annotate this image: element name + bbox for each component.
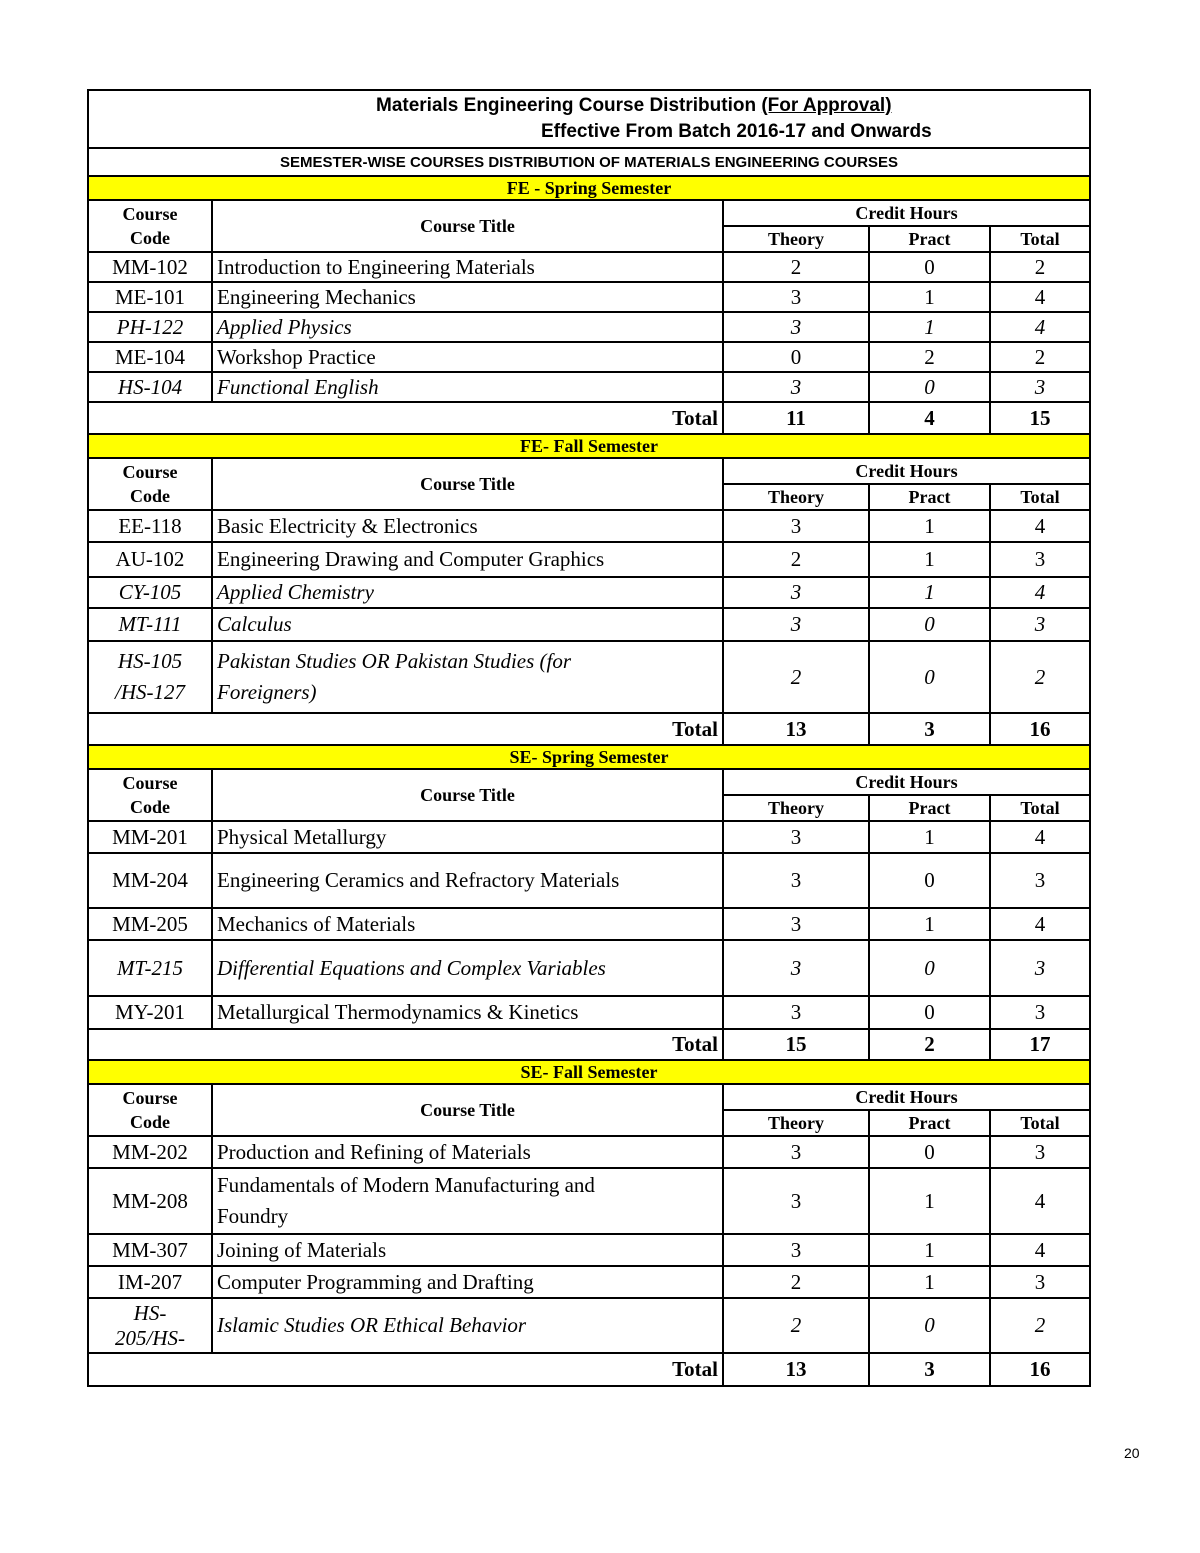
- total-label: Total: [88, 402, 723, 434]
- course-title: Differential Equations and Complex Variables: [212, 940, 723, 996]
- pract-hours: 0: [869, 1298, 990, 1353]
- course-title: Engineering Mechanics: [212, 282, 723, 312]
- table-row: [88, 1136, 1090, 1168]
- course-code-header: [88, 200, 212, 252]
- course-title: Physical Metallurgy: [212, 821, 723, 853]
- table-row: [88, 577, 1090, 608]
- table-row: [88, 282, 1090, 312]
- course-title: Mechanics of Materials: [212, 908, 723, 940]
- table-row: [88, 641, 1090, 713]
- table-row: [88, 1298, 1090, 1353]
- code-line: HS-105: [117, 649, 183, 673]
- total-hours: 2: [990, 252, 1090, 282]
- course-title-header: Course Title: [212, 769, 723, 821]
- theory-hours: 0: [723, 342, 869, 372]
- pract-hours: 1: [869, 1234, 990, 1266]
- course-code: ME-104: [88, 342, 212, 372]
- total-header: Total: [990, 795, 1090, 821]
- theory-header: Theory: [723, 484, 869, 510]
- total-hours: 3: [990, 372, 1090, 402]
- course-title-header: Course Title: [212, 200, 723, 252]
- course-code: EE-118: [88, 510, 212, 542]
- total-hours: 3: [990, 608, 1090, 641]
- course-code: MM-204: [88, 853, 212, 908]
- credit-hours-header: Credit Hours: [723, 458, 1090, 484]
- course-code: MM-202: [88, 1136, 212, 1168]
- course-code: AU-102: [88, 542, 212, 577]
- table-row: [88, 608, 1090, 641]
- pract-hours: 1: [869, 577, 990, 608]
- pract-hours: 0: [869, 641, 990, 713]
- pract-hours: 0: [869, 1136, 990, 1168]
- table-row: [88, 1234, 1090, 1266]
- total-hours: 3: [990, 940, 1090, 996]
- pract-hours: 1: [869, 821, 990, 853]
- theory-hours: 3: [723, 608, 869, 641]
- theory-total: 11: [723, 402, 869, 434]
- course-code-header: [88, 458, 212, 510]
- theory-hours: 3: [723, 510, 869, 542]
- total-hours: 4: [990, 908, 1090, 940]
- theory-hours: 3: [723, 312, 869, 342]
- credit-total: 17: [990, 1029, 1090, 1060]
- course-code: PH-122: [88, 312, 212, 342]
- course-title: Metallurgical Thermodynamics & Kinetics: [212, 996, 723, 1029]
- course-title: Computer Programming and Drafting: [212, 1266, 723, 1298]
- code-line: 205/HS-: [115, 1325, 185, 1350]
- code-line: /HS-127: [115, 680, 185, 704]
- header-line: Code: [130, 797, 170, 817]
- approval-note: (For Approval): [761, 95, 892, 116]
- theory-hours: 3: [723, 577, 869, 608]
- theory-hours: 3: [723, 908, 869, 940]
- course-distribution-table: [87, 89, 1091, 1387]
- total-header: Total: [990, 226, 1090, 252]
- course-code: IM-207: [88, 1266, 212, 1298]
- distribution-subtitle: SEMESTER-WISE COURSES DISTRIBUTION OF MATERIALS ENGINEERING COURSES: [88, 148, 1090, 176]
- pract-hours: 1: [869, 282, 990, 312]
- total-hours: 4: [990, 577, 1090, 608]
- page-number: 20: [1124, 1445, 1140, 1461]
- table-row: [88, 908, 1090, 940]
- course-code: HS-104: [88, 372, 212, 402]
- table-row: [88, 1266, 1090, 1298]
- course-title: Applied Physics: [212, 312, 723, 342]
- total-label: Total: [88, 1029, 723, 1060]
- table-row: [88, 342, 1090, 372]
- theory-hours: 3: [723, 1136, 869, 1168]
- course-title: Production and Refining of Materials: [212, 1136, 723, 1168]
- semester-heading: FE - Spring Semester: [88, 176, 1090, 200]
- title-line: Foundry: [217, 1204, 289, 1228]
- theory-total: 15: [723, 1029, 869, 1060]
- pract-hours: 1: [869, 908, 990, 940]
- course-code: CY-105: [88, 577, 212, 608]
- course-code: ME-101: [88, 282, 212, 312]
- header-line: Code: [130, 1112, 170, 1132]
- pract-hours: 0: [869, 853, 990, 908]
- total-hours: 4: [990, 821, 1090, 853]
- document-title: [93, 93, 1085, 119]
- theory-hours: 2: [723, 641, 869, 713]
- header-line: Course: [122, 773, 178, 793]
- title-line: Pakistan Studies OR Pakistan Studies (for: [217, 649, 572, 673]
- table-row: [88, 252, 1090, 282]
- theory-hours: 3: [723, 372, 869, 402]
- course-title-header: Course Title: [212, 1084, 723, 1136]
- header-line: Course: [122, 462, 178, 482]
- code-line: HS-: [133, 1300, 167, 1325]
- theory-hours: 3: [723, 1234, 869, 1266]
- course-title: Islamic Studies OR Ethical Behavior: [212, 1298, 723, 1353]
- header-line: Code: [130, 486, 170, 506]
- pract-hours: 0: [869, 940, 990, 996]
- effective-batch: Effective From Batch 2016-17 and Onwards: [541, 121, 932, 142]
- course-code: MT-215: [88, 940, 212, 996]
- course-code: MM-205: [88, 908, 212, 940]
- course-code: MM-208: [88, 1168, 212, 1234]
- table-row: [88, 940, 1090, 996]
- credit-total: 16: [990, 713, 1090, 745]
- table-row: [88, 542, 1090, 577]
- title-line: Fundamentals of Modern Manufacturing and: [217, 1173, 595, 1197]
- pract-hours: 2: [869, 342, 990, 372]
- semester-heading: FE- Fall Semester: [88, 434, 1090, 458]
- table-row: [88, 821, 1090, 853]
- pract-total: 4: [869, 402, 990, 434]
- course-code: MM-201: [88, 821, 212, 853]
- theory-hours: 2: [723, 1266, 869, 1298]
- table-row: [88, 1168, 1090, 1234]
- pract-total: 3: [869, 713, 990, 745]
- course-code: MY-201: [88, 996, 212, 1029]
- semester-heading: SE- Spring Semester: [88, 745, 1090, 769]
- pract-total: 3: [869, 1353, 990, 1386]
- course-title: Engineering Drawing and Computer Graphics: [212, 542, 723, 577]
- header-line: Code: [130, 228, 170, 248]
- total-hours: 4: [990, 312, 1090, 342]
- course-title: Calculus: [212, 608, 723, 641]
- table-row: [88, 853, 1090, 908]
- total-hours: 3: [990, 853, 1090, 908]
- theory-header: Theory: [723, 226, 869, 252]
- course-title: Engineering Ceramics and Refractory Materials: [212, 853, 723, 908]
- header-line: Course: [122, 204, 178, 224]
- theory-hours: 2: [723, 252, 869, 282]
- course-title: [212, 1168, 723, 1234]
- total-label: Total: [88, 1353, 723, 1386]
- course-title: Introduction to Engineering Materials: [212, 252, 723, 282]
- theory-header: Theory: [723, 1110, 869, 1136]
- pract-hours: 1: [869, 312, 990, 342]
- pract-total: 2: [869, 1029, 990, 1060]
- course-code: MT-111: [88, 608, 212, 641]
- total-hours: 2: [990, 641, 1090, 713]
- theory-total: 13: [723, 1353, 869, 1386]
- credit-hours-header: Credit Hours: [723, 1084, 1090, 1110]
- course-title: Joining of Materials: [212, 1234, 723, 1266]
- total-hours: 4: [990, 1234, 1090, 1266]
- total-hours: 4: [990, 282, 1090, 312]
- course-code: MM-102: [88, 252, 212, 282]
- pract-hours: 0: [869, 996, 990, 1029]
- theory-hours: 2: [723, 1298, 869, 1353]
- course-code-header: [88, 769, 212, 821]
- course-code-header: [88, 1084, 212, 1136]
- total-hours: 3: [990, 542, 1090, 577]
- pract-hours: 1: [869, 542, 990, 577]
- course-code: [88, 641, 212, 713]
- total-hours: 4: [990, 1168, 1090, 1234]
- total-hours: 2: [990, 342, 1090, 372]
- credit-hours-header: Credit Hours: [723, 200, 1090, 226]
- table-row: [88, 996, 1090, 1029]
- pract-header: Pract: [869, 484, 990, 510]
- theory-hours: 2: [723, 542, 869, 577]
- table-row: [88, 510, 1090, 542]
- theory-hours: 3: [723, 940, 869, 996]
- pract-hours: 1: [869, 510, 990, 542]
- course-title: [212, 641, 723, 713]
- table-row: [88, 312, 1090, 342]
- credit-total: 16: [990, 1353, 1090, 1386]
- credit-total: 15: [990, 402, 1090, 434]
- total-header: Total: [990, 484, 1090, 510]
- course-code: MM-307: [88, 1234, 212, 1266]
- total-row: [88, 713, 1090, 745]
- course-title: Workshop Practice: [212, 342, 723, 372]
- pract-hours: 1: [869, 1266, 990, 1298]
- title-line: Foreigners): [217, 680, 317, 704]
- total-hours: 3: [990, 996, 1090, 1029]
- total-row: [88, 402, 1090, 434]
- header-line: Course: [122, 1088, 178, 1108]
- semester-heading: SE- Fall Semester: [88, 1060, 1090, 1084]
- theory-hours: 3: [723, 821, 869, 853]
- theory-hours: 3: [723, 1168, 869, 1234]
- table-row: [88, 372, 1090, 402]
- pract-hours: 0: [869, 252, 990, 282]
- total-hours: 3: [990, 1266, 1090, 1298]
- course-title: Basic Electricity & Electronics: [212, 510, 723, 542]
- credit-hours-header: Credit Hours: [723, 769, 1090, 795]
- theory-hours: 3: [723, 853, 869, 908]
- total-hours: 2: [990, 1298, 1090, 1353]
- pract-hours: 1: [869, 1168, 990, 1234]
- theory-total: 13: [723, 713, 869, 745]
- course-code: [88, 1298, 212, 1353]
- course-title: Applied Chemistry: [212, 577, 723, 608]
- course-title: Functional English: [212, 372, 723, 402]
- total-row: [88, 1029, 1090, 1060]
- theory-hours: 3: [723, 282, 869, 312]
- course-title-header: Course Title: [212, 458, 723, 510]
- total-header: Total: [990, 1110, 1090, 1136]
- pract-header: Pract: [869, 226, 990, 252]
- pract-header: Pract: [869, 1110, 990, 1136]
- pract-hours: 0: [869, 608, 990, 641]
- document-title-cell: [88, 90, 1090, 148]
- total-label: Total: [88, 713, 723, 745]
- theory-header: Theory: [723, 795, 869, 821]
- total-hours: 4: [990, 510, 1090, 542]
- pract-header: Pract: [869, 795, 990, 821]
- title-text: Materials Engineering Course Distribution: [376, 95, 757, 116]
- total-hours: 3: [990, 1136, 1090, 1168]
- pract-hours: 0: [869, 372, 990, 402]
- total-row: [88, 1353, 1090, 1386]
- theory-hours: 3: [723, 996, 869, 1029]
